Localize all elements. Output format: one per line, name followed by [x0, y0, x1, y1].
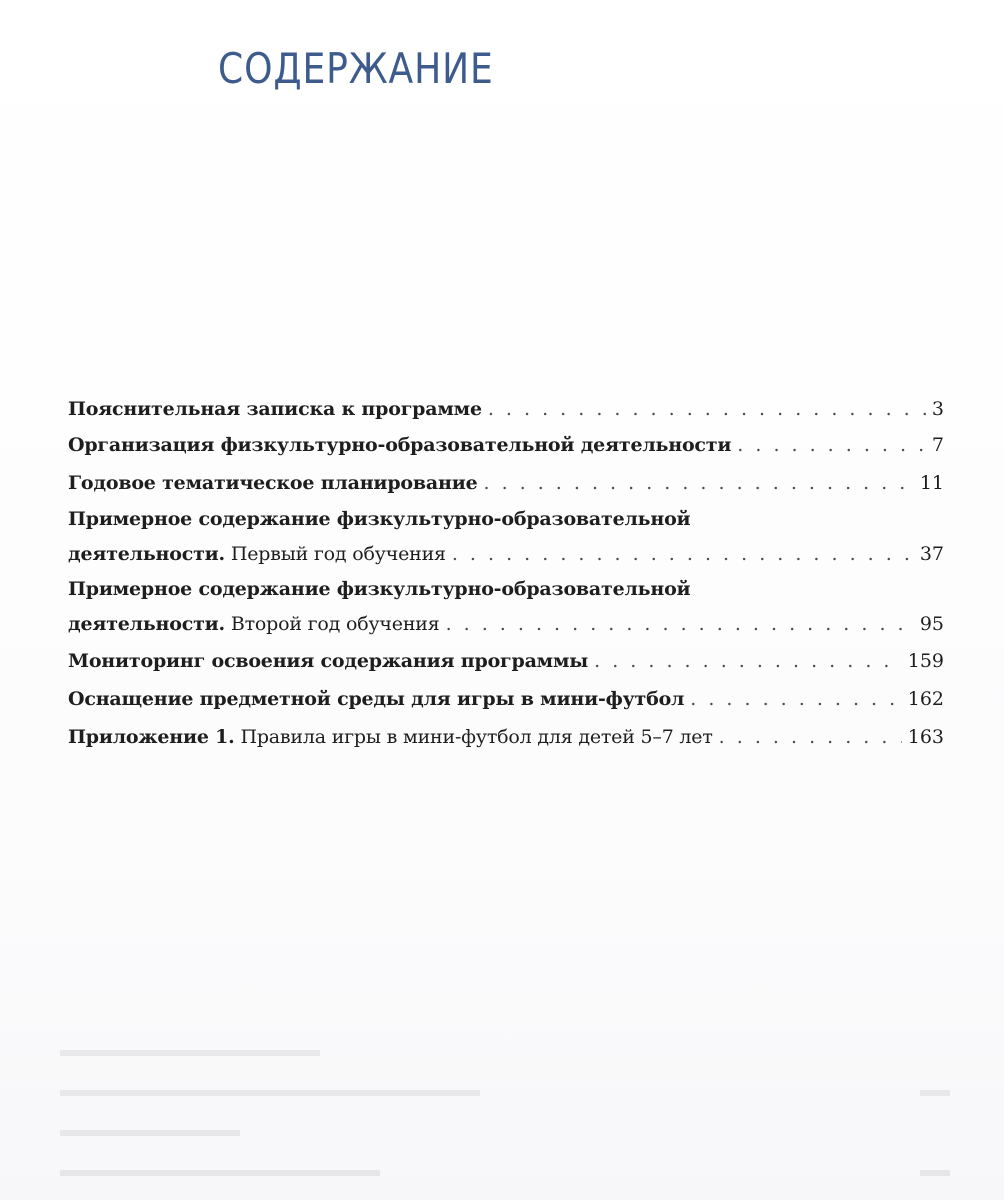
leader-dots — [719, 718, 902, 756]
toc-page-number: 7 — [931, 434, 944, 456]
toc-entry-title-line1: Примерное содержание физкультурно-образовательной — [68, 578, 691, 600]
toc-entry[interactable] — [68, 464, 944, 502]
toc-page-number: 163 — [907, 726, 944, 748]
toc-entry[interactable] — [68, 502, 944, 572]
page-title: СОДЕРЖАНИЕ — [218, 44, 494, 93]
toc-entry-title-line1: Примерное содержание физкультурно-образовательной — [68, 508, 691, 530]
toc-page-number: 159 — [907, 650, 944, 672]
toc-entry[interactable] — [68, 642, 944, 680]
toc-entry[interactable] — [68, 426, 944, 464]
leader-dots — [594, 642, 902, 680]
toc-entry-title: Приложение 1. — [68, 726, 235, 748]
toc-page-number: 3 — [931, 398, 944, 420]
toc-entry-title: Пояснительная записка к программе — [68, 398, 482, 420]
toc-entry-subtitle: Правила игры в мини-футбол для детей 5–7 лет — [234, 726, 713, 748]
leader-dots — [483, 464, 913, 502]
toc-entry[interactable] — [68, 572, 944, 642]
toc-entry-title: Оснащение предметной среды для игры в мини-футбол — [68, 688, 685, 710]
toc-page-number: 37 — [919, 543, 944, 565]
toc-entry-title: деятельности. — [68, 543, 225, 565]
toc-entry[interactable] — [68, 680, 944, 718]
leader-dots — [690, 680, 901, 718]
toc-entry-title: Мониторинг освоения содержания программы — [68, 650, 589, 672]
toc-entry-subtitle: Второй год обучения — [224, 613, 440, 635]
toc-entry[interactable] — [68, 392, 944, 426]
toc-entry-title: Организация физкультурно-образовательной деятельности — [68, 434, 732, 456]
leader-dots — [452, 536, 914, 572]
toc-entry[interactable] — [68, 718, 944, 756]
table-of-contents — [68, 392, 944, 756]
toc-page-number: 11 — [919, 472, 944, 494]
toc-entry-title: Годовое тематическое планирование — [68, 472, 478, 494]
bleed-through-shadow — [60, 1020, 960, 1200]
leader-dots — [737, 426, 926, 464]
leader-dots — [488, 392, 926, 426]
leader-dots — [446, 606, 914, 642]
toc-page-number: 162 — [907, 688, 944, 710]
toc-entry-title: деятельности. — [68, 613, 225, 635]
toc-entry-subtitle: Первый год обучения — [224, 543, 446, 565]
toc-page-number: 95 — [919, 613, 944, 635]
